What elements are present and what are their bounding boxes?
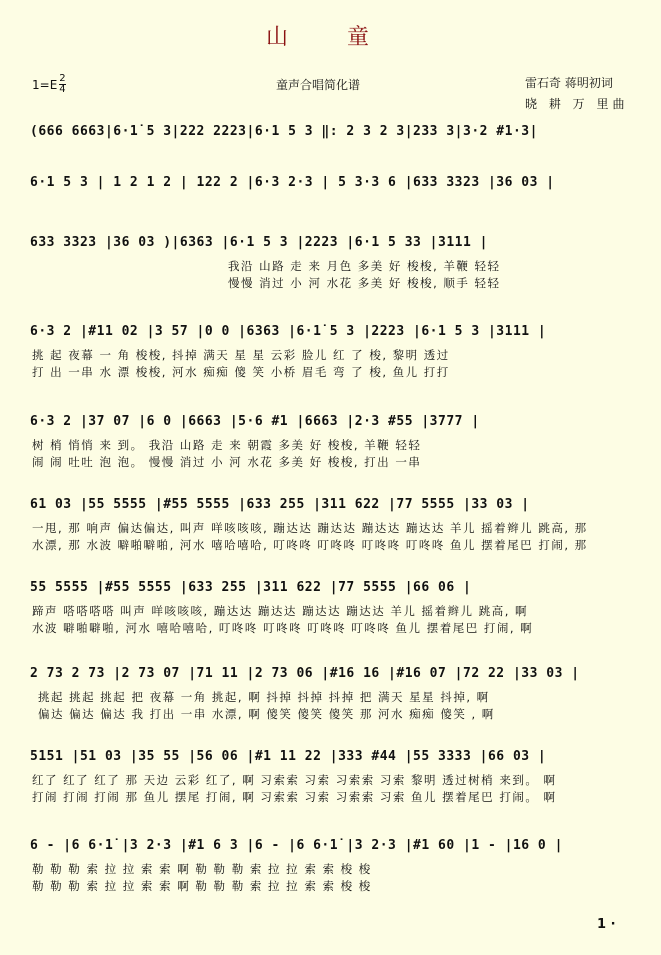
notation-line: 61 03 |55 5555 |#55 5555 |633 255 |311 622 |77 5555 |33 03 | <box>30 497 530 512</box>
time-signature <box>59 74 65 95</box>
lyrics-verse-1: 蹄声 嗒嗒嗒嗒 叫声 咩咳咳咳, 蹦达达 蹦达达 蹦达达 蹦达达 羊儿 摇着辫儿 跳高, 啊 <box>32 604 529 618</box>
notation-line: 6·3 2 |37 07 |6 0 |6663 |5·6 #1 |6663 |2·3 #55 |3777 | <box>30 414 480 429</box>
lyrics-verse-2: 偏达 偏达 偏达 我 打出 一串 水漂, 啊 傻笑 傻笑 傻笑 那 河水 痴痴 傻笑 , 啊 <box>38 707 495 721</box>
notation-line: 633 3323 |36 03 )|6363 |6·1 5 3 |2223 |6·1 5 33 |3111 | <box>30 235 488 250</box>
notation-line: 6·1 5 3 | 1 2 1 2 | 122 2 |6·3 2·3 | 5 3·3 6 |633 3323 |36 03 | <box>30 175 555 190</box>
lyrics-verse-1: 树 梢 悄悄 来 到。 我沿 山路 走 来 朝霞 多美 好 梭梭, 羊鞭 轻轻 <box>32 438 422 452</box>
lyrics-verse-1: 一甩, 那 响声 偏达偏达, 叫声 咩咳咳咳, 蹦达达 蹦达达 蹦达达 蹦达达 羊儿 摇着辫儿 跳高, 那 <box>32 521 588 535</box>
page-number: 1 · <box>597 917 616 932</box>
time-denominator: 4 <box>59 84 66 95</box>
lyrics-verse-2: 慢慢 消过 小 河 水花 多美 好 梭梭, 顺手 轻轻 <box>228 276 501 290</box>
notation-line: 6 - |6 6·1̇ |3 2·3 |#1 6 3 |6 - |6 6·1̇ |3 2·3 |#1 60 |1 - |16 0 | <box>30 838 563 853</box>
time-numerator: 2 <box>59 73 66 84</box>
lyrics-verse-1: 勒 勒 勒 索 拉 拉 索 索 啊 勒 勒 勒 索 拉 拉 索 索 梭 梭 <box>32 862 372 876</box>
song-title: 山 童 <box>266 25 395 50</box>
lyrics-verse-2: 水波 噼啪噼啪, 河水 嘻哈嘻哈, 叮咚咚 叮咚咚 叮咚咚 叮咚咚 鱼儿 摆着尾巴 打闹, 啊 <box>32 621 534 635</box>
lyrics-verse-2: 打 出 一串 水 漂 梭梭, 河水 痴痴 傻 笑 小桥 眉毛 弯 了 梭, 鱼儿 打打 <box>32 365 450 379</box>
score-subtitle: 童声合唱简化谱 <box>276 78 361 92</box>
lyrics-verse-2: 水漂, 那 水波 噼啪噼啪, 河水 嘻哈嘻哈, 叮咚咚 叮咚咚 叮咚咚 叮咚咚 鱼儿 摆着尾巴 打闹, 那 <box>32 538 588 552</box>
notation-line: 6·3 2 |#11 02 |3 57 |0 0 |6363 |6·1̇ 5 3 |2223 |6·1 5 3 |3111 | <box>30 324 547 339</box>
notation-line: 55 5555 |#55 5555 |633 255 |311 622 |77 5555 |66 06 | <box>30 580 472 595</box>
lyrics-verse-2: 闹 闹 吐吐 泡 泡。 慢慢 消过 小 河 水花 多美 好 梭梭, 打出 一串 <box>32 455 422 469</box>
lyrics-verse-2: 打闹 打闹 打闹 那 鱼儿 摆尾 打闹, 啊 习索索 习索 习索索 习索 鱼儿 摆着尾巴 打闹。 啊 <box>32 790 557 804</box>
composer-credit: 晓 耕 万 里曲 <box>525 97 629 111</box>
lyricist-credit: 雷石奇 蒋明初词 <box>525 76 613 90</box>
credits <box>525 73 628 115</box>
notation-line: 5151 |51 03 |35 55 |56 06 |#1 11 22 |333 #44 |55 3333 |66 03 | <box>30 749 547 764</box>
lyrics-verse-1: 红了 红了 红了 那 天边 云彩 红了, 啊 习索索 习索 习索索 习索 黎明 透过树梢 来到。 啊 <box>32 773 557 787</box>
lyrics-verse-1: 我沿 山路 走 来 月色 多美 好 梭梭, 羊鞭 轻轻 <box>228 259 501 273</box>
notation-line: (666 6663|6·1̇ 5 3|222 2223|6·1 5 3 ‖: 2 3 2 3|233 3|3·2 #1·3| <box>30 124 538 139</box>
lyrics-verse-1: 挑 起 夜幕 一 角 梭梭, 抖掉 满天 星 星 云彩 脸儿 红 了 梭, 黎明 透过 <box>32 348 450 362</box>
key-signature <box>32 74 66 95</box>
lyrics-verse-2: 勒 勒 勒 索 拉 拉 索 索 啊 勒 勒 勒 索 拉 拉 索 索 梭 梭 <box>32 879 372 893</box>
lyrics-verse-1: 挑起 挑起 挑起 把 夜幕 一角 挑起, 啊 抖掉 抖掉 抖掉 把 满天 星星 抖掉, 啊 <box>38 690 490 704</box>
key-label: 1=E <box>32 77 58 92</box>
notation-line: 2 73 2 73 |2 73 07 |71 11 |2 73 06 |#16 16 |#16 07 |72 22 |33 03 | <box>30 666 580 681</box>
